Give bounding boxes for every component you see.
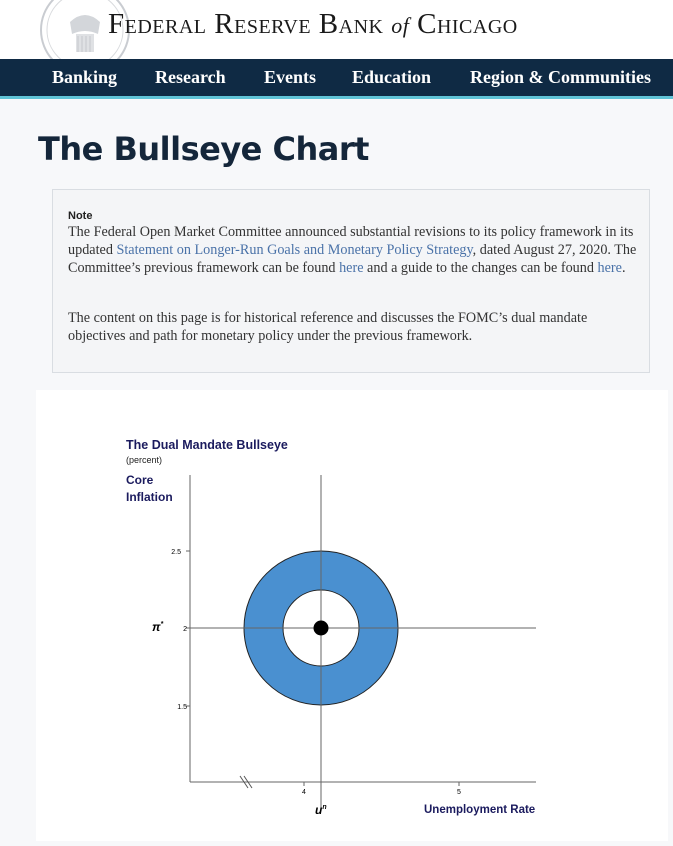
bullseye-chart (36, 390, 668, 841)
note-text: . (621, 260, 626, 276)
y-tick-label: 1.5 (177, 704, 187, 711)
bank-name-part1: Federal Reserve Bank (108, 8, 384, 40)
site-header (0, 0, 673, 59)
bullseye-chart-container (36, 390, 668, 841)
statement-link[interactable]: Statement on Longer-Run Goals and Monetary Policy Strategy (116, 242, 473, 258)
note-paragraph-1 (68, 223, 638, 277)
pi-star-label: π* (152, 620, 164, 634)
note-label: Note (68, 210, 93, 222)
nav-item-research[interactable]: Research (155, 67, 226, 87)
note-paragraph-2: The content on this page is for historical reference and discusses the FOMC’s dual mandate objectives and path for monetary policy under the previous framework. (68, 310, 588, 344)
chart-subtitle: (percent) (126, 455, 163, 465)
chart-ylabel-line2: Inflation (126, 490, 173, 504)
nav-item-region-communities[interactable]: Region & Communities (470, 67, 651, 87)
y-tick-label: 2.5 (171, 549, 181, 556)
x-tick-label: 5 (457, 789, 461, 796)
guide-link[interactable]: here (597, 260, 622, 276)
main-nav (0, 59, 673, 99)
nav-item-education[interactable]: Education (352, 67, 432, 87)
chart-xlabel: Unemployment Rate (424, 804, 536, 816)
note-text: The Federal Open Market Committee announced substantial revisions to its policy framework in its updated (68, 224, 634, 258)
nav-item-banking[interactable]: Banking (52, 67, 118, 87)
bank-name-of: of (391, 13, 410, 38)
bullseye-center-dot (314, 621, 329, 636)
chart-ylabel-line1: Core (126, 473, 154, 487)
bank-name-logo[interactable] (108, 8, 518, 41)
bank-name-part2: Chicago (417, 8, 518, 40)
page-title: The Bullseye Chart (38, 130, 369, 168)
nav-item-events[interactable]: Events (264, 67, 317, 87)
x-tick-label: 4 (302, 789, 306, 796)
y-tick-label: 2 (183, 626, 187, 633)
note-text: , dated August 27, 2020. The Committee’s previous framework can be found (68, 242, 637, 276)
note-text: and a guide to the changes can be found (363, 260, 598, 276)
previous-framework-link[interactable]: here (339, 260, 364, 276)
u-n-label: $u^n$ (315, 803, 327, 817)
note-box (52, 189, 650, 373)
chart-title: The Dual Mandate Bullseye (126, 438, 288, 452)
